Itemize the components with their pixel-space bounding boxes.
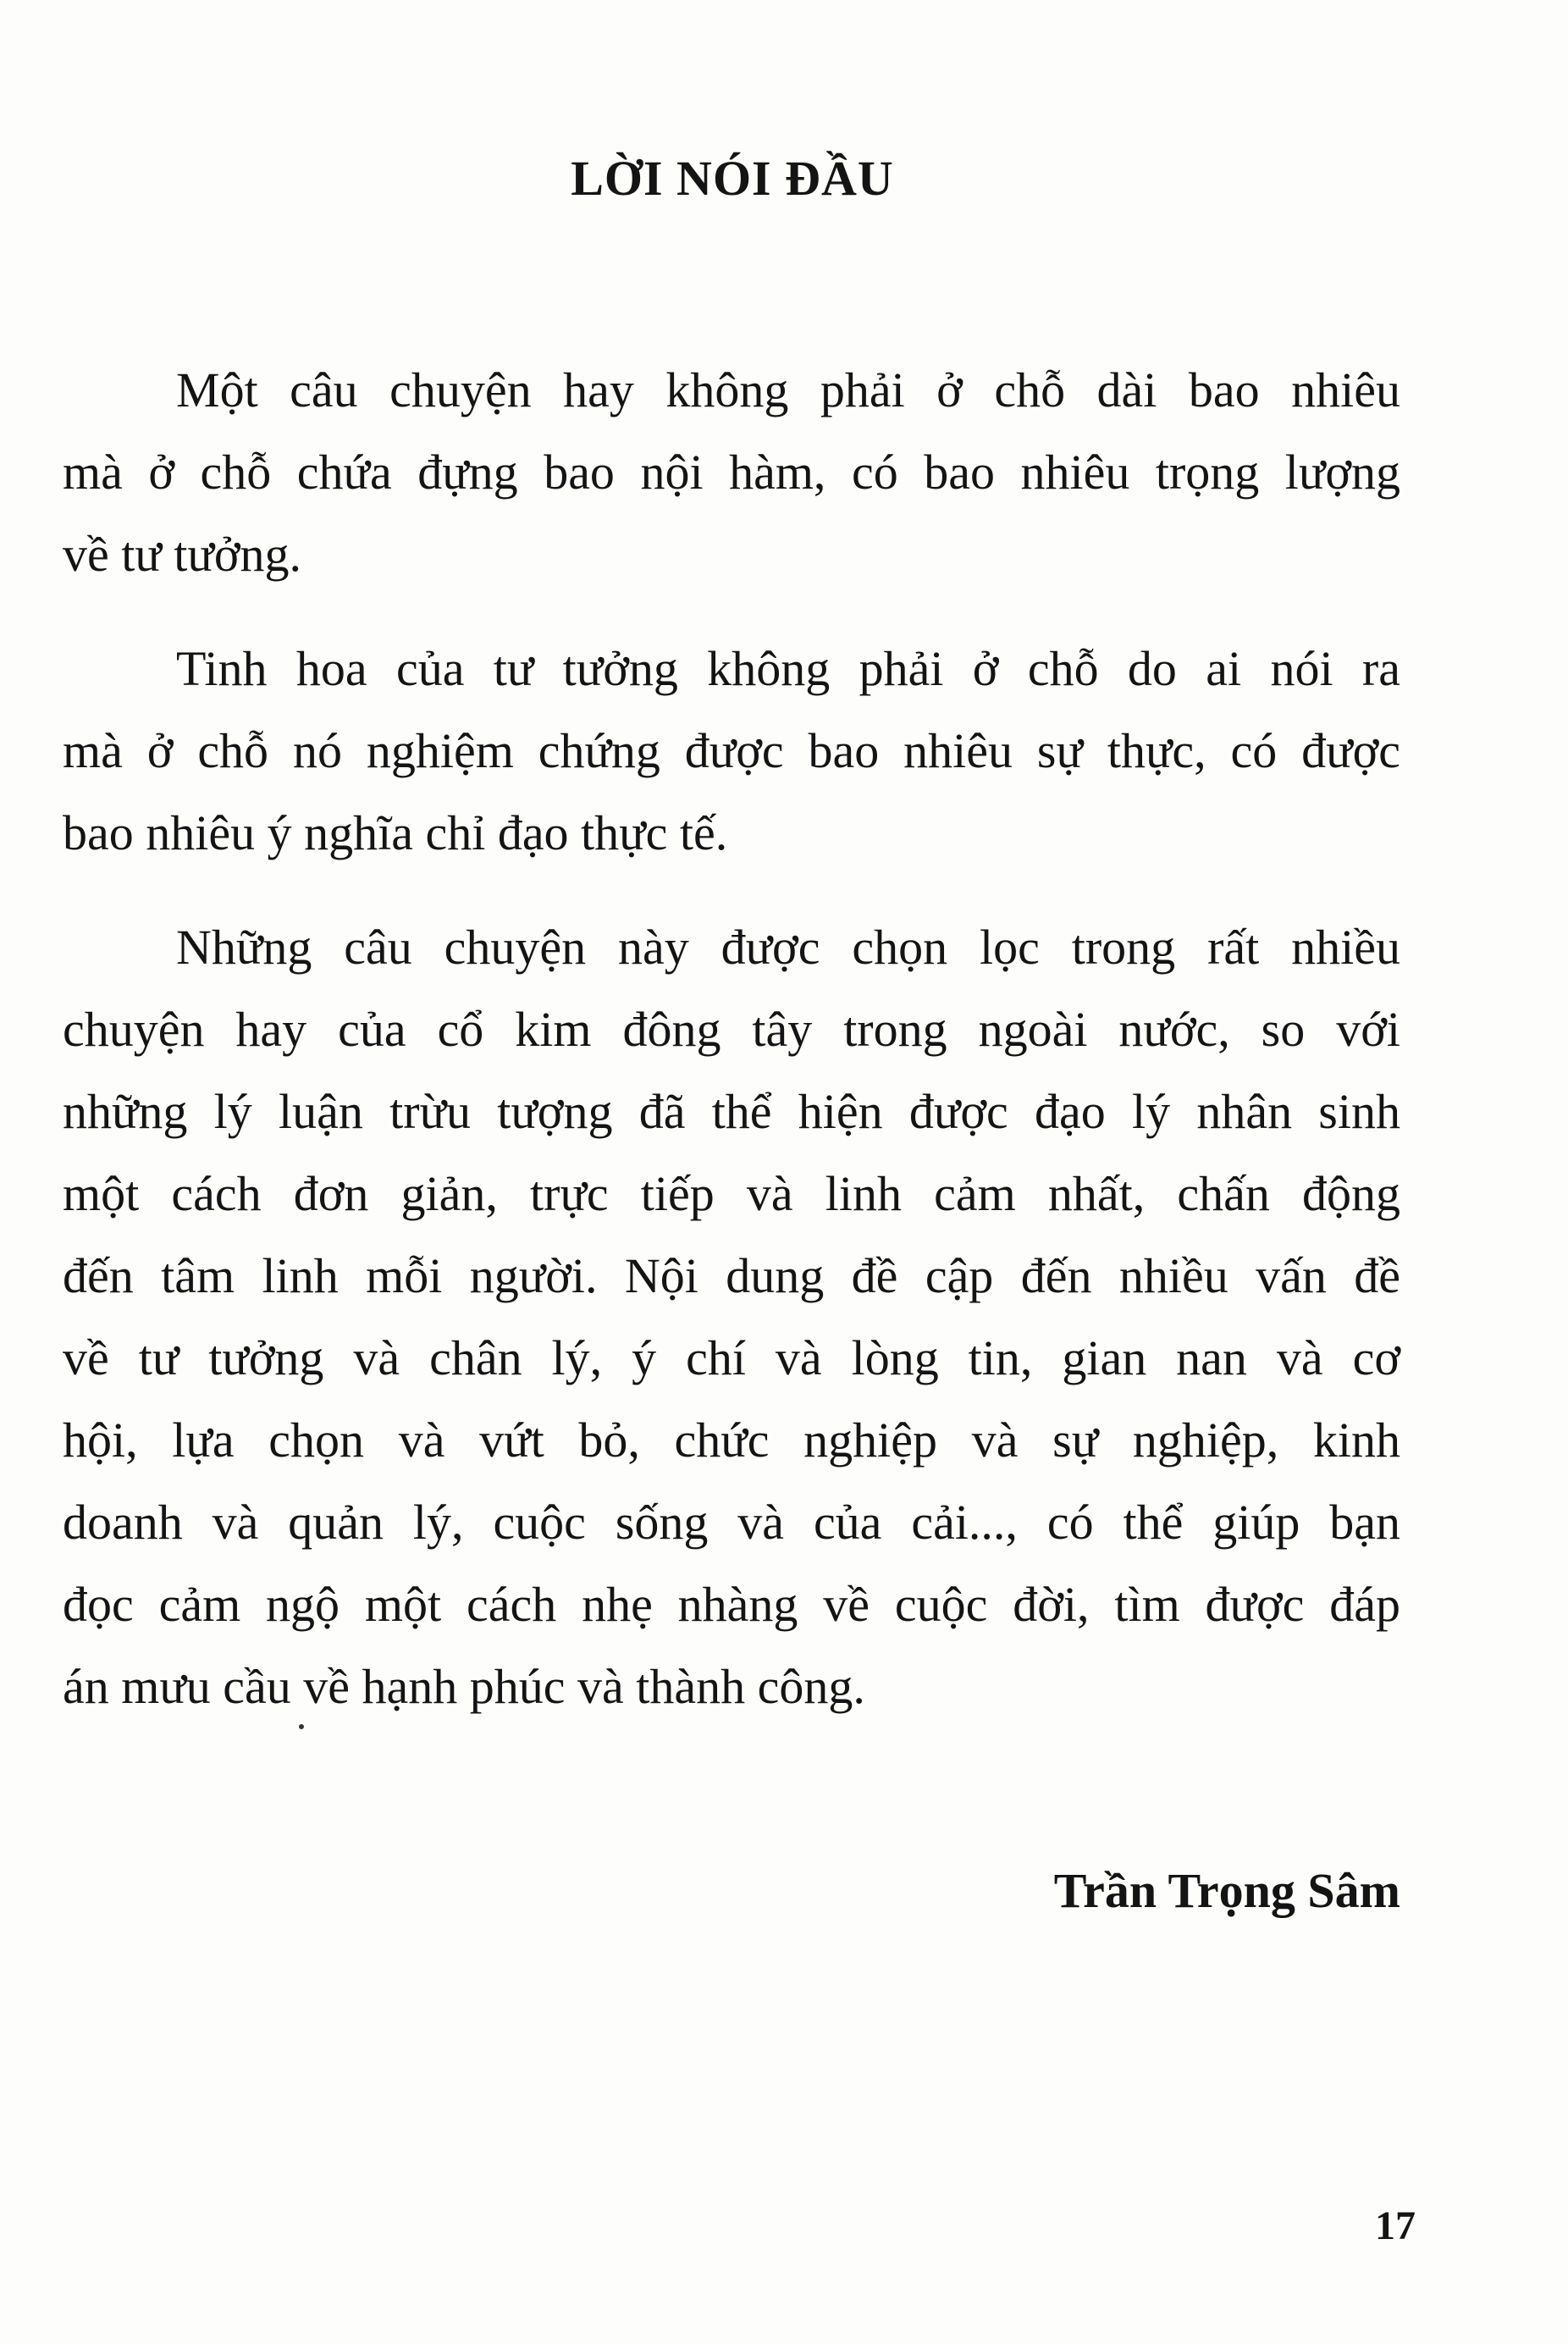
author-signature: Trần Trọng Sâm: [1053, 1863, 1400, 1918]
text-line: Tinh hoa của tư tưởng không phải ở chỗ do ai nói ra: [176, 641, 1400, 696]
text-line: Những câu chuyện này được chọn lọc trong rất nhiều: [176, 920, 1400, 975]
text-line: mà ở chỗ chứa đựng bao nội hàm, có bao nhiêu trọng lượng: [63, 445, 1400, 500]
text-line: về tư tưởng và chân lý, ý chí và lòng tin, gian nan và cơ: [63, 1330, 1400, 1385]
text-line: đến tâm linh mỗi người. Nội dung đề cập đến nhiều vấn đề: [63, 1248, 1400, 1303]
paragraph-3: [63, 906, 1400, 1728]
page-number: 17: [1375, 2203, 1416, 2248]
text-line: đọc cảm ngộ một cách nhẹ nhàng về cuộc đời, tìm được đáp: [63, 1577, 1400, 1632]
text-line: mà ở chỗ nó nghiệm chứng được bao nhiêu sự thực, có được: [63, 723, 1400, 778]
text-line: chuyện hay của cổ kim đông tây trong ngoài nước, so với: [63, 1002, 1400, 1057]
paragraph-1: [63, 349, 1400, 595]
paragraph-2: [63, 627, 1400, 874]
text-line: án mưu cầu về hạnh phúc và thành công.: [63, 1659, 865, 1714]
text-line: về tư tưởng.: [63, 527, 302, 582]
page-title: LỜI NÓI ĐẦU: [571, 151, 894, 206]
text-line: Một câu chuyện hay không phải ở chỗ dài bao nhiêu: [176, 362, 1400, 417]
text-line: bao nhiêu ý nghĩa chỉ đạo thực tế.: [63, 805, 728, 860]
body-text: [63, 349, 1400, 1760]
text-line: doanh và quản lý, cuộc sống và của cải..., có thể giúp bạn: [63, 1495, 1400, 1550]
text-line: một cách đơn giản, trực tiếp và linh cảm nhất, chấn động: [63, 1166, 1400, 1221]
text-line: những lý luận trừu tượng đã thể hiện được đạo lý nhân sinh: [63, 1084, 1400, 1139]
print-speck: [299, 1724, 304, 1729]
text-line: hội, lựa chọn và vứt bỏ, chức nghiệp và sự nghiệp, kinh: [63, 1412, 1400, 1468]
